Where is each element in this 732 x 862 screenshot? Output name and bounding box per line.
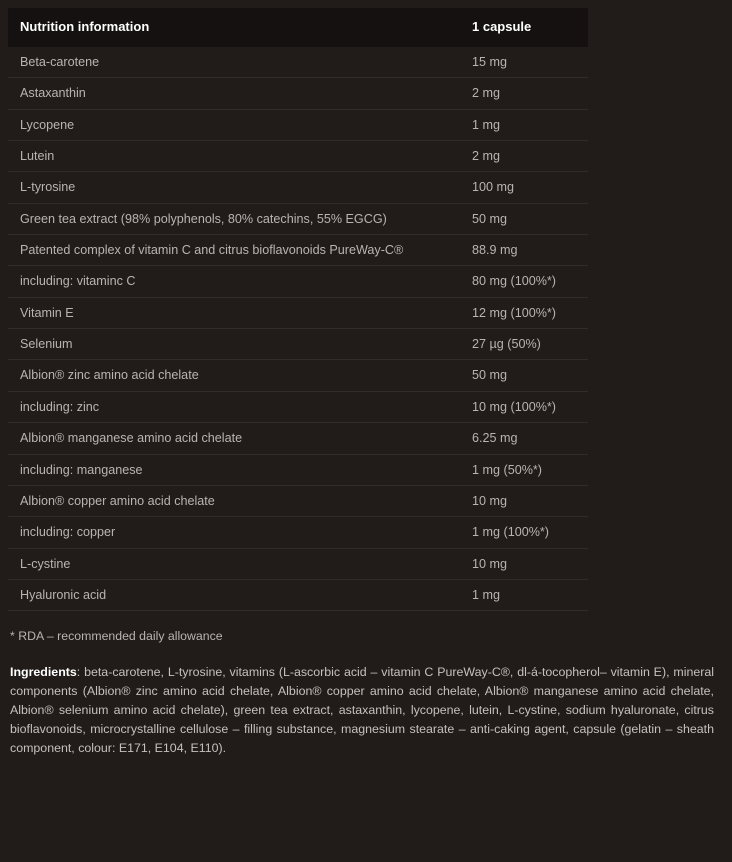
nutrient-amount: 10 mg bbox=[460, 485, 588, 516]
nutrient-name: including: zinc bbox=[8, 391, 460, 422]
table-row bbox=[8, 297, 588, 328]
nutrient-amount: 100 mg bbox=[460, 172, 588, 203]
ingredients-paragraph bbox=[10, 663, 722, 757]
table-row bbox=[8, 78, 588, 109]
nutrient-name: Beta-carotene bbox=[8, 47, 460, 78]
nutrient-amount: 10 mg (100%*) bbox=[460, 391, 588, 422]
nutrient-amount: 1 mg (100%*) bbox=[460, 517, 588, 548]
table-row bbox=[8, 235, 588, 266]
nutrient-amount: 1 mg bbox=[460, 580, 588, 611]
nutrient-amount: 27 µg (50%) bbox=[460, 329, 588, 360]
table-row bbox=[8, 485, 588, 516]
rda-footnote: * RDA – recommended daily allowance bbox=[10, 629, 223, 644]
nutrient-name: Selenium bbox=[8, 329, 460, 360]
table-row bbox=[8, 203, 588, 234]
table-row bbox=[8, 329, 588, 360]
table-row bbox=[8, 360, 588, 391]
nutrient-name: Hyaluronic acid bbox=[8, 580, 460, 611]
nutrient-amount: 15 mg bbox=[460, 47, 588, 78]
nutrient-name: Lutein bbox=[8, 140, 460, 171]
table-row bbox=[8, 109, 588, 140]
column-header-serving: 1 capsule bbox=[460, 8, 588, 47]
nutrient-name: Lycopene bbox=[8, 109, 460, 140]
nutrient-amount: 6.25 mg bbox=[460, 423, 588, 454]
nutrition-table bbox=[8, 8, 588, 611]
table-row bbox=[8, 517, 588, 548]
nutrient-name: including: copper bbox=[8, 517, 460, 548]
table-row bbox=[8, 548, 588, 579]
nutrient-name: Vitamin E bbox=[8, 297, 460, 328]
table-row bbox=[8, 580, 588, 611]
table-header-row bbox=[8, 8, 588, 47]
nutrient-amount: 2 mg bbox=[460, 140, 588, 171]
ingredients-text: : beta-carotene, L-tyrosine, vitamins (L-ascorbic acid – vitamin C PureWay-C®, dl-á-tocopherol– vitamin E), mineral components (Albion® zinc amino acid chelate, Albion® copper amino acid chelate, Albion® manganese amino acid chelate, Albion® selenium amino acid chelate), green tea extract, astaxanthin, lycopene, lutein, L-cystine, sodium hyaluronate, citrus bioflavonoids, microcrystalline cellulose – filling substance, magnesium stearate – anti-caking agent, capsule (gelatin – sheath component, colour: E171, E104, E110). bbox=[10, 665, 714, 755]
column-header-nutrition-information: Nutrition information bbox=[8, 8, 460, 47]
nutrient-amount: 1 mg (50%*) bbox=[460, 454, 588, 485]
table-row bbox=[8, 172, 588, 203]
nutrient-name: Astaxanthin bbox=[8, 78, 460, 109]
nutrient-amount: 2 mg bbox=[460, 78, 588, 109]
nutrient-amount: 50 mg bbox=[460, 203, 588, 234]
nutrient-name: Patented complex of vitamin C and citrus bioflavonoids PureWay-C® bbox=[8, 235, 460, 266]
nutrient-name: including: vitaminc C bbox=[8, 266, 460, 297]
table-header bbox=[8, 8, 588, 47]
nutrient-name: L-tyrosine bbox=[8, 172, 460, 203]
nutrient-amount: 10 mg bbox=[460, 548, 588, 579]
nutrient-amount: 88.9 mg bbox=[460, 235, 588, 266]
nutrient-name: Green tea extract (98% polyphenols, 80% catechins, 55% EGCG) bbox=[8, 203, 460, 234]
nutrient-name: Albion® manganese amino acid chelate bbox=[8, 423, 460, 454]
nutrient-amount: 50 mg bbox=[460, 360, 588, 391]
nutrient-name: including: manganese bbox=[8, 454, 460, 485]
table-row bbox=[8, 47, 588, 78]
nutrient-name: Albion® copper amino acid chelate bbox=[8, 485, 460, 516]
table-row bbox=[8, 454, 588, 485]
nutrient-name: Albion® zinc amino acid chelate bbox=[8, 360, 460, 391]
table-row bbox=[8, 140, 588, 171]
ingredients-label: Ingredients bbox=[10, 665, 77, 680]
nutrient-amount: 80 mg (100%*) bbox=[460, 266, 588, 297]
table-row bbox=[8, 391, 588, 422]
nutrient-name: L-cystine bbox=[8, 548, 460, 579]
table-row bbox=[8, 423, 588, 454]
table-row bbox=[8, 266, 588, 297]
nutrient-amount: 12 mg (100%*) bbox=[460, 297, 588, 328]
table-body bbox=[8, 47, 588, 611]
nutrient-amount: 1 mg bbox=[460, 109, 588, 140]
